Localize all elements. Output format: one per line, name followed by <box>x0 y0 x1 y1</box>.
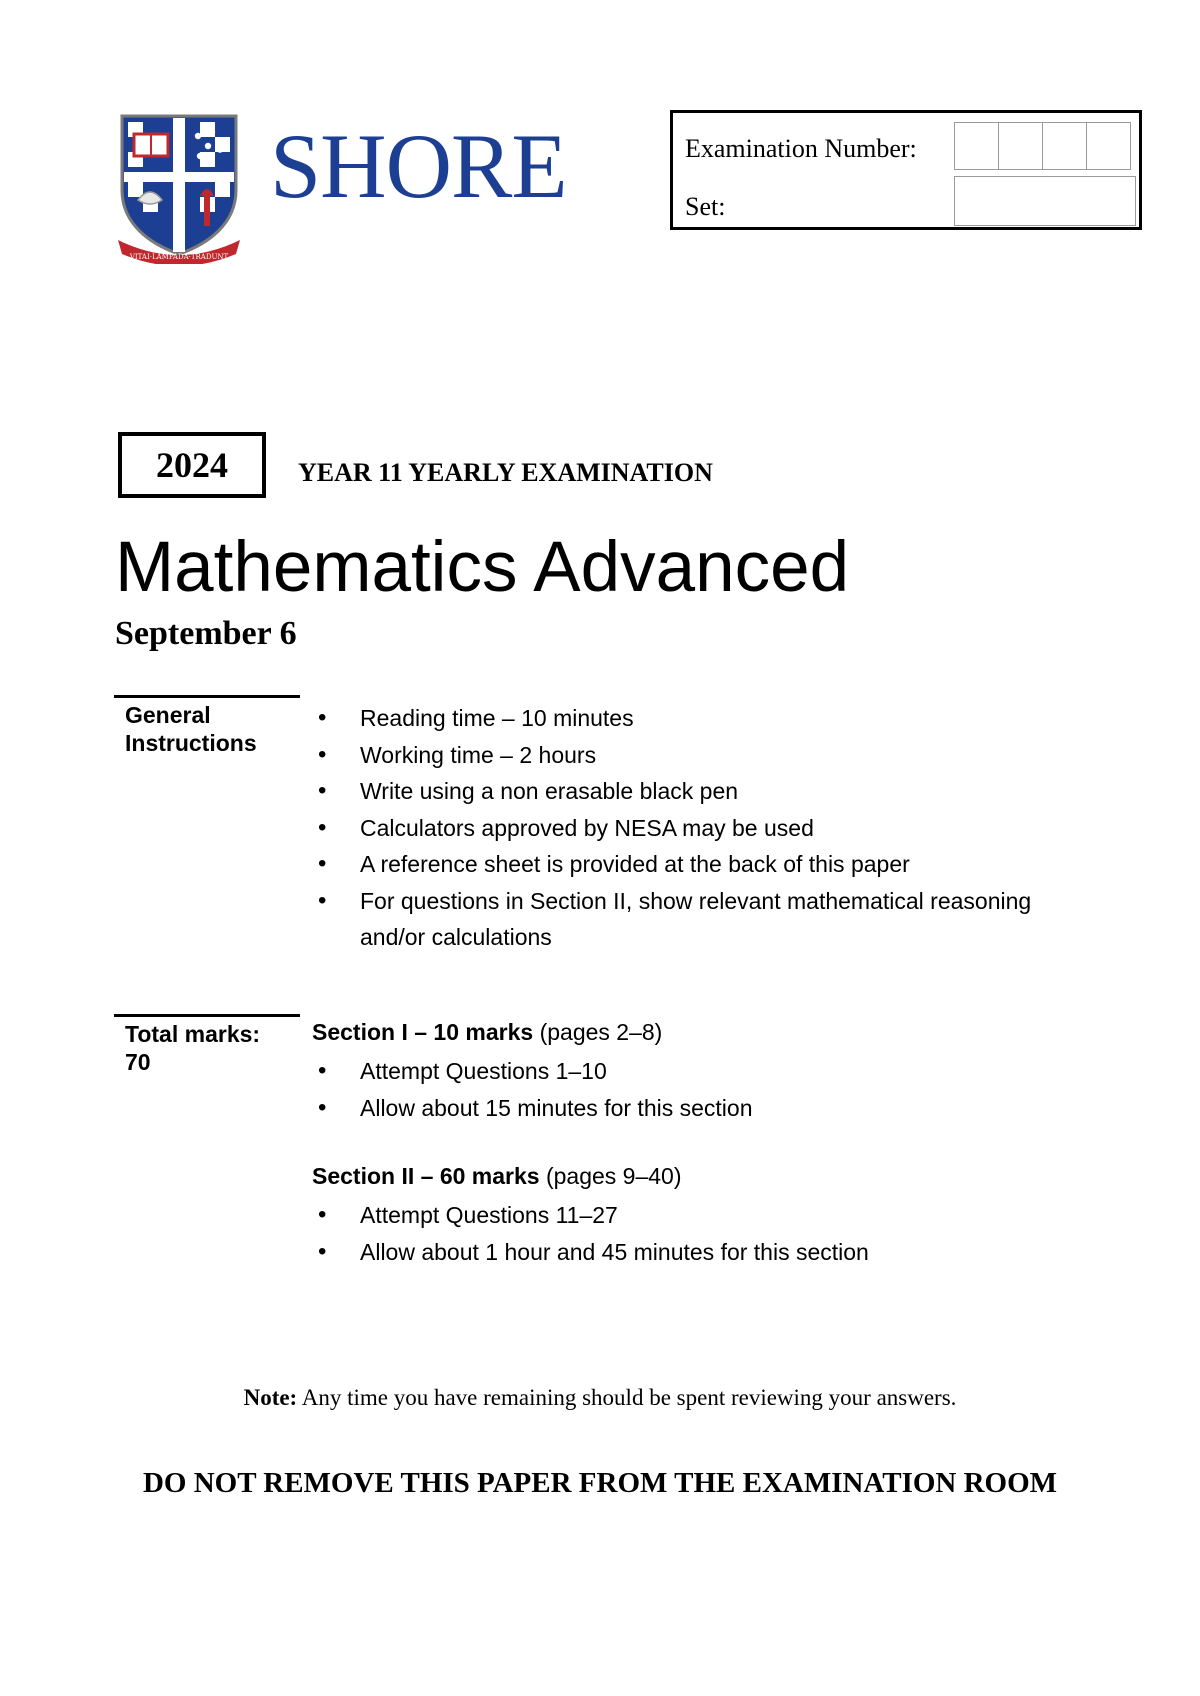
set-input-cell[interactable] <box>954 176 1136 226</box>
note <box>0 1385 1200 1411</box>
general-instructions-rule <box>114 695 300 698</box>
section-1-list <box>318 1053 1098 1126</box>
section-1-heading <box>312 1019 662 1046</box>
list-item: • A reference sheet is provided at the back of this paper <box>318 846 1098 883</box>
section-1-title: Section I – 10 marks <box>312 1019 534 1045</box>
list-item: • Reading time – 10 minutes <box>318 700 1098 737</box>
total-marks-rule <box>114 1014 300 1017</box>
school-crest-logo <box>116 112 242 264</box>
list-item: • Calculators approved by NESA may be used <box>318 810 1098 847</box>
list-item: • Working time – 2 hours <box>318 737 1098 774</box>
general-instructions-label: General Instructions <box>125 702 257 756</box>
section-2-title: Section II – 60 marks <box>312 1163 540 1189</box>
section-2-list <box>318 1197 1098 1270</box>
total-marks-value: 70 <box>125 1049 151 1075</box>
total-marks <box>125 1020 290 1076</box>
list-item: • Write using a non erasable black pen <box>318 773 1098 810</box>
exam-number-cell[interactable] <box>1042 122 1087 170</box>
section-2-heading <box>312 1163 682 1190</box>
note-label: Note: <box>243 1385 298 1410</box>
note-text: Any time you have remaining should be spent reviewing your answers. <box>301 1385 957 1410</box>
subject-title: Mathematics Advanced <box>115 528 850 607</box>
crest-motto-text: VITAI·LAMPADA·TRADUNT <box>129 253 229 261</box>
list-item: • For questions in Section II, show relevant mathematical reasoning and/or calculations <box>318 883 1098 956</box>
school-wordmark: SHORE <box>270 115 567 217</box>
year-box: 2024 <box>118 432 266 498</box>
general-instructions-list <box>318 700 1098 956</box>
exam-date: September 6 <box>115 615 297 652</box>
exam-number-cells <box>955 122 1131 170</box>
section-1-pages: (pages 2–8) <box>539 1019 663 1045</box>
list-item: • Allow about 15 minutes for this section <box>318 1090 1098 1127</box>
exam-number-cell[interactable] <box>954 122 999 170</box>
exam-title: YEAR 11 YEARLY EXAMINATION <box>298 458 713 487</box>
section-2-pages: (pages 9–40) <box>545 1163 682 1189</box>
exam-room-warning: DO NOT REMOVE THIS PAPER FROM THE EXAMINATION ROOM <box>142 1467 1058 1499</box>
exam-number-label: Examination Number: <box>685 134 917 163</box>
list-item: • Attempt Questions 1–10 <box>318 1053 1098 1090</box>
exam-number-cell[interactable] <box>1086 122 1131 170</box>
set-label: Set: <box>685 192 726 221</box>
list-item: • Allow about 1 hour and 45 minutes for this section <box>318 1234 1098 1271</box>
exam-number-cell[interactable] <box>998 122 1043 170</box>
list-item: • Attempt Questions 11–27 <box>318 1197 1098 1234</box>
total-marks-label: Total marks: <box>125 1021 261 1047</box>
